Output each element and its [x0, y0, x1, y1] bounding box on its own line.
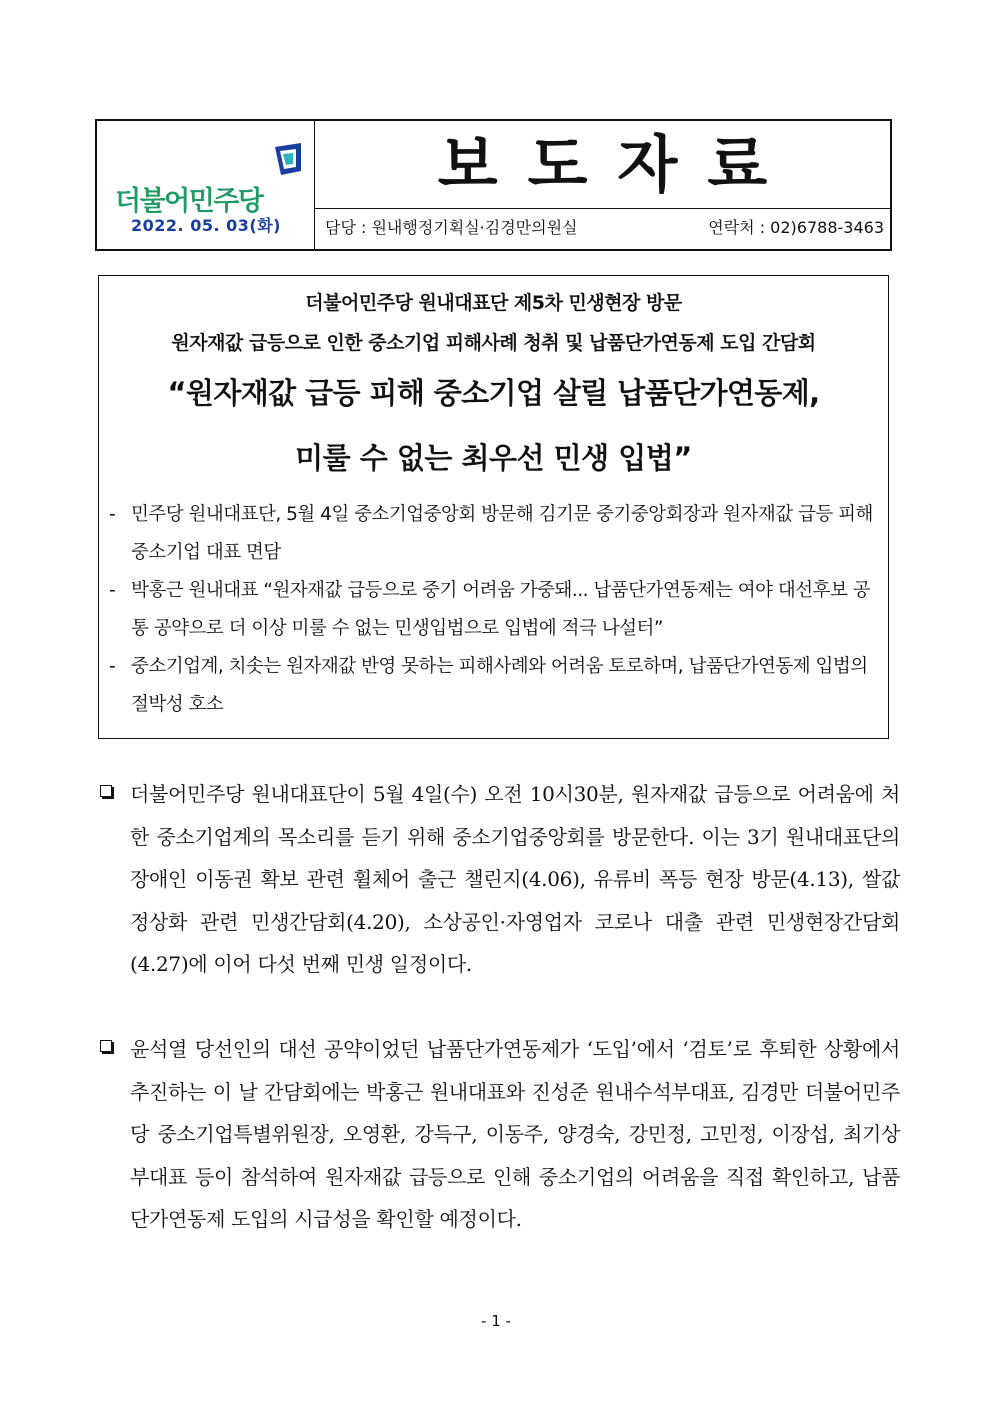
summary-bullet [107, 648, 877, 724]
page-title: 보도자료 [437, 128, 798, 201]
release-date: 2022. 05. 03(화) [131, 216, 281, 235]
body-paragraph [100, 1028, 900, 1241]
summary-event: 원자재값 급등으로 인한 중소기업 피해사례 청취 및 납품단가연동제 도입 간담회 [171, 332, 816, 354]
bullet-dash: - [109, 580, 116, 601]
bullet-dash: - [109, 504, 116, 525]
party-logo [115, 139, 305, 217]
summary-subtitle: 더불어민주당 원내대표단 제5차 민생현장 방문 [305, 292, 682, 314]
page-number: - 1 - [481, 1312, 511, 1330]
party-logo-icon [271, 141, 307, 181]
summary-bullet [107, 496, 877, 572]
paragraph-text: 윤석열 당선인의 대선 공약이었던 납품단가연동제가 ‘도입’에서 ‘검토’로 후퇴한 상황에서 추진하는 이 날 간담회에는 박홍근 원내대표와 진성준 원내수석부대표, 김경만 더불어민주당 중소기업특별위원장, 오영환, 강득구, 이동주, 양경숙, 강민정, 고민정, 이장섭, 최기상 부대표 등이 참석하여 원자재값 급등으로 인해 중소기업의 어려움을 직접 확인하고, 납품단가연동제 도입의 시급성을 확인할 예정이다. [130, 1037, 900, 1231]
headline-line-1: “원자재값 급등 피해 중소기업 살릴 납품단가연동제, [167, 376, 820, 410]
paragraph-text: 더불어민주당 원내대표단이 5월 4일(수) 오전 10시30분, 원자재값 급등으로 어려움에 처한 중소기업계의 목소리를 듣기 위해 중소기업중앙회를 방문한다. 이는 3기 원내대표단의 장애인 이동권 확보 관련 휠체어 출근 챌린지(4.06), 유류비 폭등 현장 방문(4.13), 쌀값 정상화 관련 민생간담회(4.20), 소상공인·자영업자 코로나 대출 관련 민생현장간담회(4.27)에 이어 다섯 번째 민생 일정이다. [130, 782, 900, 976]
phone-info: 연락처 : 02)6788-3463 [708, 218, 884, 237]
bullet-text: 중소기업계, 치솟는 원자재값 반영 못하는 피해사례와 어려움 토로하며, 납품단가연동제 입법의 절박성 호소 [131, 656, 868, 715]
bullet-dash: - [109, 656, 116, 677]
summary-box [98, 275, 889, 739]
header-logo-cell [97, 121, 315, 249]
manager-info: 담당 : 원내행정기획실·김경만의원실 [325, 218, 578, 237]
contact-row [315, 208, 890, 249]
checkbox-bullet-icon [100, 1040, 112, 1052]
headline-line-2: 미룰 수 없는 최우선 민생 입법” [295, 441, 692, 475]
summary-bullets [107, 496, 877, 724]
summary-bullet [107, 572, 877, 648]
press-release-header [95, 119, 892, 251]
body-paragraph [100, 773, 900, 986]
checkbox-bullet-icon [100, 785, 112, 797]
bullet-text: 박홍근 원내대표 “원자재값 급등으로 중기 어려움 가중돼... 납품단가연동제는 여야 대선후보 공통 공약으로 더 이상 미룰 수 없는 민생입법으로 입법에 적극 나설터” [131, 580, 871, 639]
bullet-text: 민주당 원내대표단, 5월 4일 중소기업중앙회 방문해 김기문 중기중앙회장과 원자재값 급등 피해 중소기업 대표 면담 [131, 504, 873, 563]
party-logo-text: 더불어민주당 [115, 186, 263, 217]
